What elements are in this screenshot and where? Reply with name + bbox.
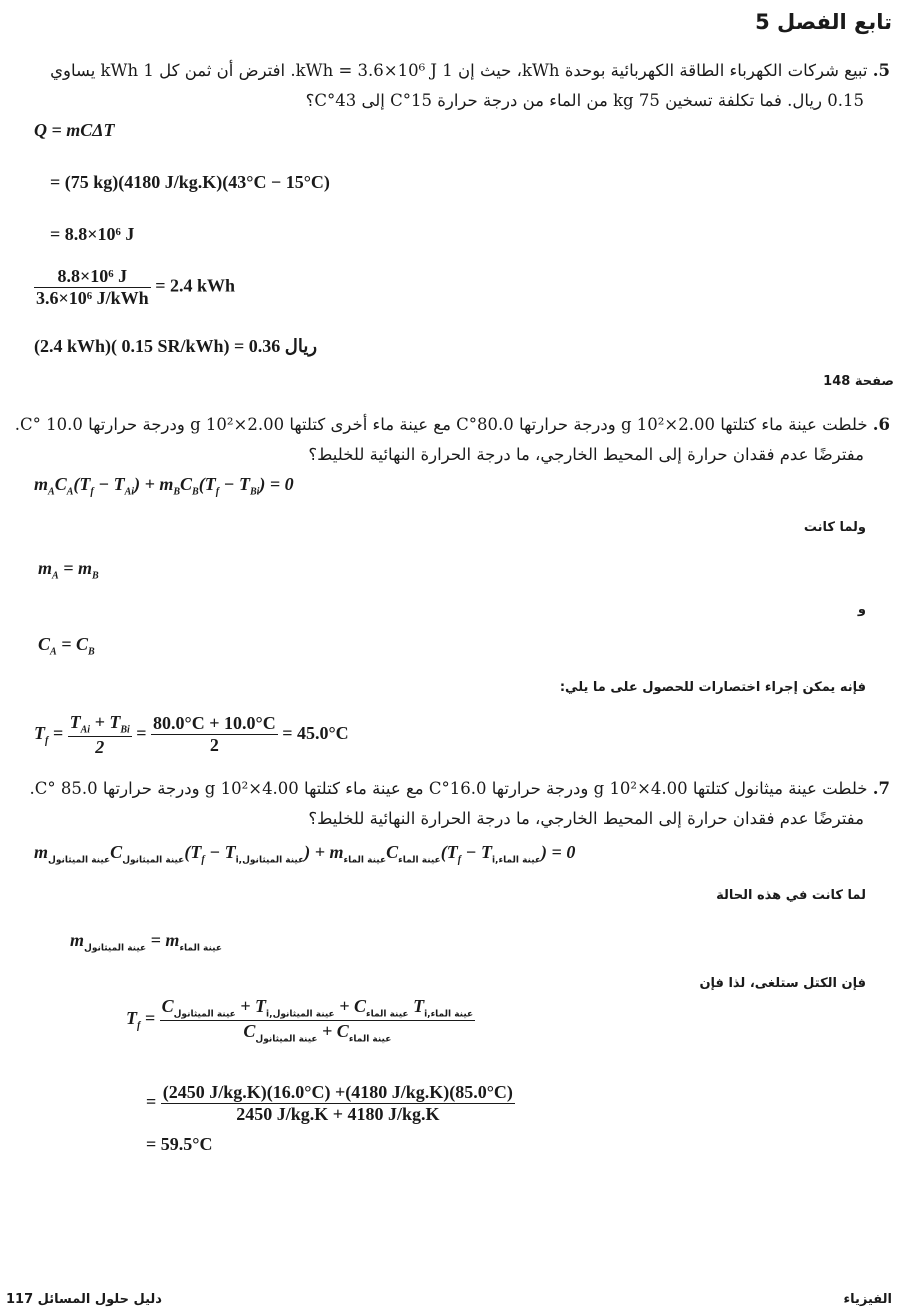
p5-equation-2: = (75 kg)(4180 J/kg.K)(43°C − 15°C) [50,172,330,192]
p6-fraction-2-denominator: 2 [209,735,219,756]
problem-5-line-1: تبيع شركات الكهرباء الطاقة الكهربائية بوحدة kWh، حيث إن 1 kWh = 3.6×10⁶ J. افترض أن ثمن كل 1 kWh يساوي [50,61,868,80]
chapter-heading: تابع الفصل 5 [755,10,892,34]
problem-5-number: 5. [872,61,890,80]
p7-tf-fraction: $C_{عينة الميثانول} + T_{i,عينة الميثانول} + C_{عينة الماء}$ $T_{i,عينة الماء}$ $C_{عينة الميثانول} + C_{عينة الماء}$ [161,996,474,1045]
footer-solutions-manual: دليل حلول المسائل 117 [6,1292,162,1307]
p5-fraction-numerator: 8.8×10⁶ J [34,266,151,288]
p6-therefore-label: فإنه يمكن إجراء اختصارات للحصول على ما يلي: [559,680,866,695]
problem-6-line-1: خلطت عينة ماء كتلتها 2.00×10² g ودرجة حرارتها 80.0°C مع عينة ماء أخرى كتلتها 2.00×10² g ودرجة حرارتها 10.0 °C. [14,415,868,434]
problem-7-line-2: مفترضًا عدم فقدان حرارة إلى المحيط الخارجي، ما درجة الحرارة النهائية للخليط؟ [308,809,864,828]
p6-result: = 45.0°C [282,722,349,743]
p5-fraction [34,266,151,309]
p5-fraction-denominator: 3.6×10⁶ J/kWh [36,288,149,308]
p7-substitution-numerator: (2450 J/kg.K)(16.0°C) +(4180 J/kg.K)(85.0°C) [162,1082,513,1102]
page-reference: صفحة 148 [823,374,894,389]
p6-and-label: و [857,602,866,617]
p7-masses-cancel-label: فإن الكتل ستلغى، لذا فإن [699,976,866,991]
problem-7-number: 7. [872,779,890,798]
p6-final-equation: $T_f$ = $\frac{T_{Ai} + T_{Bi}}{2}$ = $\frac{80.0^\circ C + 10.0^\circ C}{2}$ = 45.0°C [34,712,349,757]
problem-6-text [4,410,890,470]
p6-fraction-2-numerator: 80.0°C + 10.0°C [153,713,276,734]
p6-since-label: ولما كانت [803,520,866,535]
p6-equation-3: $C_A = C_B$ [38,634,95,658]
p6-equation-2: $m_A = m_B$ [38,558,99,582]
p7-substitution: = $\frac{(2450 J/kg.K)(16.0^\circ C) +(4180 J/kg.K)(85.0^\circ C)}{2450 J/kg.K + 4180 J/kg.K}$ [146,1082,513,1124]
p6-equation-1: $m_AC_A(T_f - T_{Ai}) + m_BC_B(T_f - T_{Bi}) = 0$ [34,474,294,498]
p5-equation-5: (2.4 kWh)( 0.15 SR/kWh) = 0.36 ريال [34,336,318,356]
p7-substitution-denominator: 2450 J/kg.K + 4180 J/kg.K [236,1104,440,1124]
p7-substitution-fraction [161,1082,515,1125]
p5-equation-3: = 8.8×10⁶ J [50,224,135,244]
p5-fraction-equation [34,266,235,309]
p7-case-label: لما كانت في هذه الحالة [716,888,866,903]
problem-7-text [4,774,890,834]
p7-result: = 59.5°C [146,1134,213,1154]
p7-tf-equation: $T_f$ = $C_{عينة الميثانول} + T_{i,عينة الميثانول} + C_{عينة الماء}$ $T_{i,عينة الماء}$ $C_{عينة الميثانول} + C_{عينة الماء}$ [126,996,474,1045]
p5-fraction-result: = 2.4 kWh [155,275,235,296]
p5-equation-1: Q = mCΔT [34,120,115,140]
footer-subject: الفيزياء [843,1292,892,1307]
p6-fraction-2 [151,713,278,756]
problem-6-number: 6. [872,415,890,434]
problem-7-line-1: خلطت عينة ميثانول كتلتها 4.00×10² g ودرجة حرارتها 16.0°C مع عينة ماء كتلتها 4.00×10² g ودرجة حرارتها 85.0 °C. [29,779,868,798]
p6-fraction-1: $\frac{T_{Ai} + T_{Bi}}{2}$ [69,712,130,757]
p7-equation-2: $m_{عينة الميثانول} = m_{عينة الماء}$ [70,930,223,954]
p7-equation-1: $m_{عينة الميثانول}C_{عينة الميثانول}(T_f - T_{i,عينة الميثانول}) + m_{عينة الماء}C_{عينة الماء}(T_f - T_{i,عينة الماء}) = 0$ [34,842,576,866]
problem-6-line-2: مفترضًا عدم فقدان حرارة إلى المحيط الخارجي، ما درجة الحرارة النهائية للخليط؟ [308,445,864,464]
problem-5-text [4,56,890,116]
problem-5-line-2: 0.15 ريال. فما تكلفة تسخين 75 kg من الماء من درجة حرارة 15°C إلى 43°C؟ [305,91,864,110]
